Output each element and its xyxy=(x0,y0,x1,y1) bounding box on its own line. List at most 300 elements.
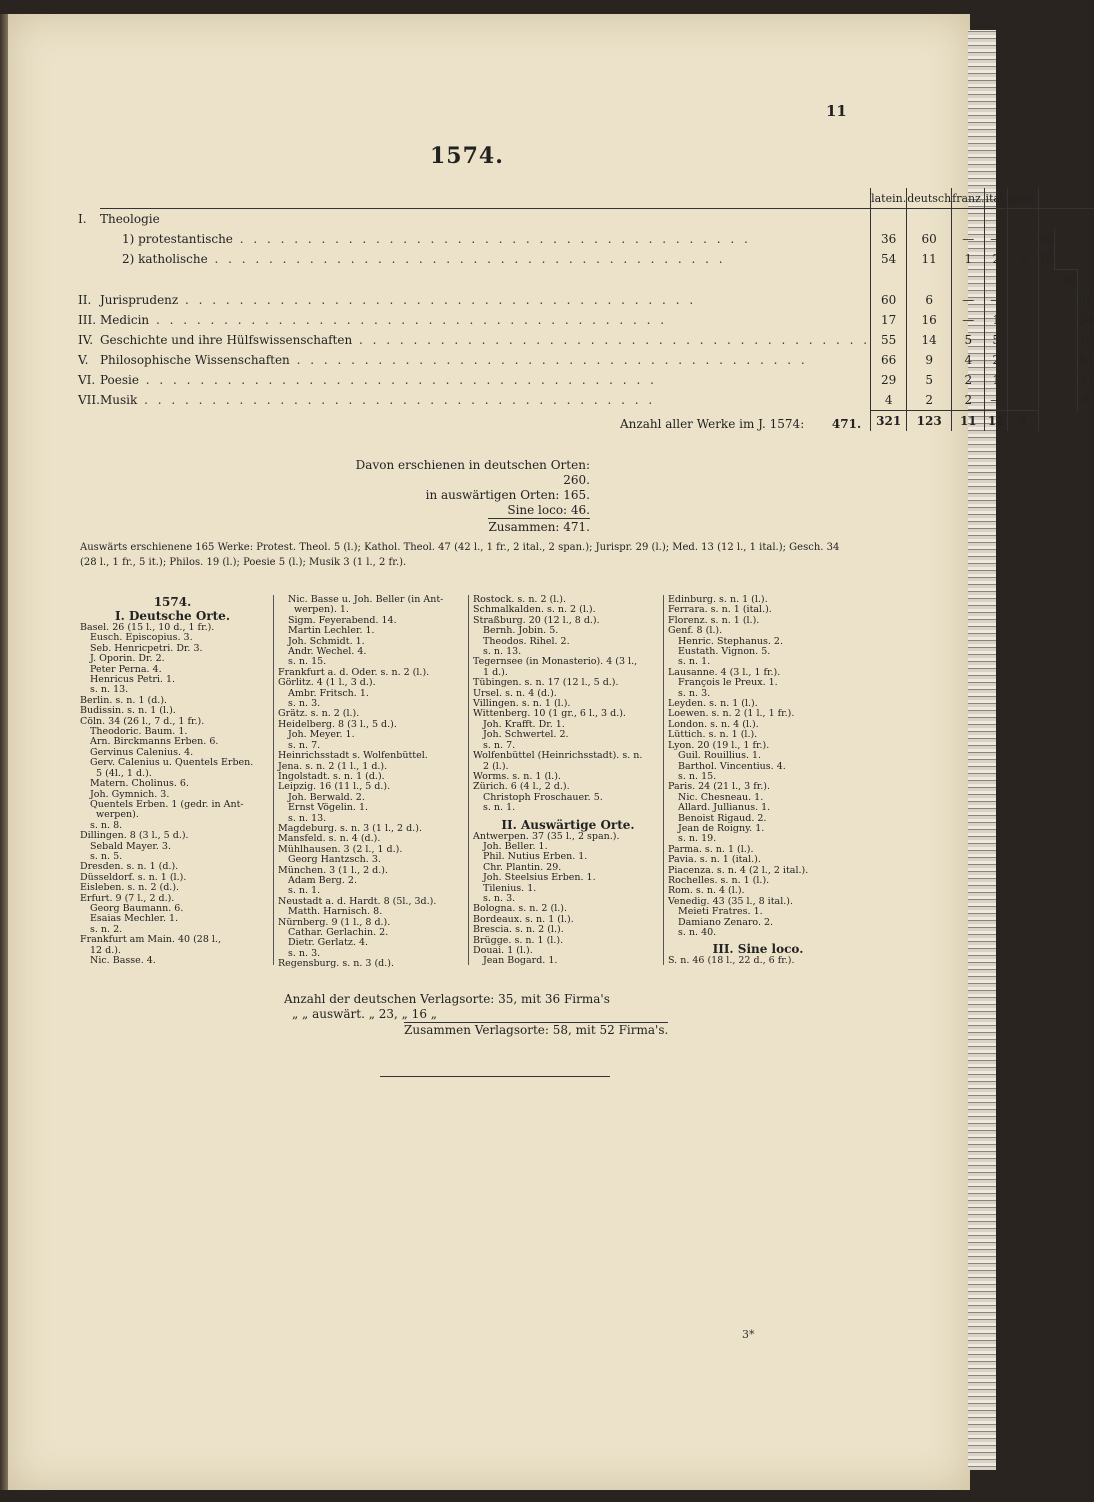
list-item: s. n. 15. xyxy=(678,770,717,782)
list-item: Antwerpen. 37 (35 l., 2 span.). xyxy=(473,830,620,842)
table-row xyxy=(78,290,1094,310)
list-item: Theodoric. Baum. 1. xyxy=(90,726,188,738)
list-item: Adam Berg. 2. xyxy=(288,874,357,886)
list-item: Georg Baumann. 6. xyxy=(90,902,184,914)
leader-dots: . . . . . . . . . . . . . . . . . . . . . . . . . . . . . . . . . . . . . . xyxy=(352,333,871,347)
list-item: Arn. Birckmanns Erben. 6. xyxy=(90,736,219,748)
list-item: s. n. 1. xyxy=(678,656,711,668)
list-item: s. n. 1. xyxy=(288,885,321,897)
list-item: Berlin. s. n. 1 (d.). xyxy=(80,694,168,706)
cell-value xyxy=(1007,270,1038,291)
leader-dots: . . . . . . . . . . . . . . . . . . . . . . . . . . . . . . . . . . . . . . xyxy=(207,252,726,267)
col-header-latin: latein. xyxy=(871,188,907,209)
summary-german: Davon erschienen in deutschen Orten: 260. xyxy=(355,458,590,487)
closing-rule xyxy=(380,1076,610,1077)
cell-value: 1 xyxy=(985,370,1008,390)
table-row xyxy=(78,350,1094,370)
list-item: Allard. Jullianus. 1. xyxy=(678,802,771,814)
leader-dots: . . . . . . . . . . . . . . . . . . . . . . . . . . . . . . . . . . . . . . xyxy=(149,313,668,327)
subtotal-2 xyxy=(1055,330,1078,350)
list-item: Andr. Wechel. 4. xyxy=(288,646,367,658)
column-1 xyxy=(80,595,265,966)
subtotal-2 xyxy=(1055,390,1078,411)
cell-value xyxy=(985,209,1008,230)
page-title-year: 1574. xyxy=(430,143,504,169)
list-item: Basel. 26 (15 l., 10 d., 1 fr.). xyxy=(80,622,215,633)
section-heading: 1574. xyxy=(153,595,192,609)
list-item: s. n. 19. xyxy=(678,833,717,845)
list-item: Joh. Meyer. 1. xyxy=(288,729,355,741)
row-total xyxy=(1078,270,1094,291)
list-item: Tübingen. s. n. 17 (12 l., 5 d.). xyxy=(473,677,619,689)
list-item: Görlitz. 4 (1 l., 3 d.). xyxy=(278,677,376,689)
subtotal-1 xyxy=(1038,370,1054,390)
cell-value xyxy=(907,209,952,230)
list-item: Heinrichsstadt s. Wolfenbüttel. xyxy=(278,750,428,762)
cell-value: 60 xyxy=(907,229,952,249)
list-item: Henric. Stephanus. 2. xyxy=(678,635,783,647)
list-item: Matth. Harnisch. 8. xyxy=(288,906,383,918)
row-total xyxy=(1078,249,1094,270)
list-item: Pavia. s. n. 1 (ital.). xyxy=(668,854,761,866)
list-item: Joh. Schwertel. 2. xyxy=(483,729,569,741)
list-item: Douai. 1 (l.). xyxy=(473,945,533,956)
list-item: Lyon. 20 (19 l., 1 fr.). xyxy=(668,739,770,751)
cell-value: 55 xyxy=(871,330,907,350)
list-item: s. n. 7. xyxy=(288,739,321,751)
list-item: Worms. s. n. 1 (l.). xyxy=(473,770,561,782)
list-item: Ernst Vögelin. 1. xyxy=(288,802,369,814)
cell-value: — xyxy=(1007,330,1038,350)
list-item: Benoist Rigaud. 2. xyxy=(678,812,767,824)
section-heading: III. Sine loco. xyxy=(712,942,804,957)
subtotal-1 xyxy=(1038,270,1054,291)
list-item: Joh. Berwald. 2. xyxy=(288,791,365,803)
cell-value: — xyxy=(952,290,985,310)
list-item: Erfurt. 9 (7 l., 2 d.). xyxy=(80,892,175,904)
row-label xyxy=(100,310,871,330)
list-item: Peter Perna. 4. xyxy=(90,663,162,675)
list-item: Nic. Basse u. Joh. Beller (in Ant- xyxy=(288,594,444,605)
total-latin: 321 xyxy=(871,411,907,432)
row-label-text: 1) protestantische xyxy=(121,232,233,246)
row-label xyxy=(100,229,871,249)
cell-value: — xyxy=(985,290,1008,310)
list-item: s. n. 13. xyxy=(288,812,327,824)
summary-sine-loco: Sine loco: 46. xyxy=(507,503,590,517)
cell-value: 1 xyxy=(985,310,1008,330)
row-label xyxy=(100,249,871,270)
list-item: Joh. Schmidt. 1. xyxy=(288,635,365,647)
row-total xyxy=(1078,209,1094,230)
list-item: Wolfenbüttel (Heinrichsstadt). s. n. xyxy=(473,750,643,762)
list-item: Nic. Basse. 4. xyxy=(90,955,156,966)
subtotal-1 xyxy=(1038,350,1054,370)
list-item: 5 (4l., 1 d.). xyxy=(96,767,152,779)
list-item: Dietr. Gerlatz. 4. xyxy=(288,937,369,949)
list-item: s. n. 7. xyxy=(483,739,516,751)
cell-value: 17 xyxy=(871,310,907,330)
list-item: 12 d.). xyxy=(90,944,121,956)
row-label xyxy=(100,270,871,291)
list-item: Dillingen. 8 (3 l., 5 d.). xyxy=(80,830,189,842)
list-item: Parma. s. n. 1 (l.). xyxy=(668,843,754,855)
total-works-value: 471. xyxy=(831,417,862,431)
list-item: Brügge. s. n. 1 (l.). xyxy=(473,934,564,946)
list-item: s. n. 3. xyxy=(483,892,516,904)
row-label-text: Theologie xyxy=(99,212,160,226)
row-number: II. xyxy=(78,293,92,307)
list-item: Lausanne. 4 (3 l., 1 fr.). xyxy=(668,666,781,678)
table-row xyxy=(78,209,1094,230)
list-item: S. n. 46 (18 l., 22 d., 6 fr.). xyxy=(668,955,795,967)
list-item: Dresden. s. n. 1 (d.). xyxy=(80,861,179,873)
subtotal-1 xyxy=(1038,290,1054,310)
list-item: Cöln. 34 (26 l., 7 d., 1 fr.). xyxy=(80,715,205,727)
cell-value: 5 xyxy=(952,330,985,350)
row-total: 37 xyxy=(1078,370,1094,390)
cell-value xyxy=(952,209,985,230)
list-item: Paris. 24 (21 l., 3 fr.). xyxy=(668,781,770,793)
list-item: Villingen. s. n. 1 (l.). xyxy=(473,698,571,710)
summary-foreign: in auswärtigen Orten: 165. xyxy=(425,488,590,502)
list-item: Eustath. Vignon. 5. xyxy=(678,646,771,658)
list-item: Meieti Fratres. 1. xyxy=(678,906,763,918)
table-row xyxy=(78,330,1094,350)
list-item: Martin Lechler. 1. xyxy=(288,625,375,637)
row-number xyxy=(78,270,100,291)
table-row xyxy=(78,390,1094,411)
list-item: Matern. Cholinus. 6. xyxy=(90,778,189,790)
list-item: Straßburg. 20 (12 l., 8 d.). xyxy=(473,614,600,626)
row-label xyxy=(100,290,871,310)
subtotal-2 xyxy=(1055,249,1078,270)
cell-value: 54 xyxy=(871,249,907,270)
row-number: V. xyxy=(78,353,89,367)
list-item: Theodos. Rihel. 2. xyxy=(483,635,570,647)
row-total: 34 xyxy=(1078,310,1094,330)
table-row xyxy=(78,270,1094,291)
list-item: Magdeburg. s. n. 3 (1 l., 2 d.). xyxy=(278,822,422,834)
cell-value: 2 xyxy=(907,390,952,411)
list-item: Brescia. s. n. 2 (l.). xyxy=(473,924,564,936)
list-item: Sebald Mayer. 3. xyxy=(90,840,171,852)
list-item: Regensburg. s. n. 3 (d.). xyxy=(278,958,395,970)
list-item: Eisleben. s. n. 2 (d.). xyxy=(80,882,180,894)
cell-value xyxy=(871,209,907,230)
list-item: London. s. n. 4 (l.). xyxy=(668,718,759,730)
row-label xyxy=(100,390,871,411)
row-number xyxy=(78,229,100,249)
list-item: Georg Hantzsch. 3. xyxy=(288,854,381,866)
list-item: Rostock. s. n. 2 (l.). xyxy=(473,594,567,605)
list-item: Barthol. Vincentius. 4. xyxy=(678,760,786,772)
statistics-table xyxy=(78,188,1094,431)
list-item: Venedig. 43 (35 l., 8 ital.). xyxy=(668,895,793,907)
cell-value: 4 xyxy=(952,350,985,370)
row-label-text: Poesie xyxy=(99,373,139,387)
list-item: Ferrara. s. n. 1 (ital.). xyxy=(668,604,772,616)
cell-value xyxy=(907,270,952,291)
total-works-line xyxy=(620,417,861,431)
list-item: s. n. 15. xyxy=(288,656,327,668)
list-item: Heidelberg. 8 (3 l., 5 d.). xyxy=(278,718,397,730)
row-label-text: Jurisprudenz xyxy=(99,293,179,307)
summary-total: Zusammen: 471. xyxy=(488,520,590,534)
subtotal-1 xyxy=(1038,390,1054,411)
cell-value: 14 xyxy=(907,330,952,350)
cell-value: 6 xyxy=(907,290,952,310)
table-row xyxy=(78,229,1094,249)
list-item: Piacenza. s. n. 4 (2 l., 2 ital.). xyxy=(668,864,809,876)
row-total: 79 xyxy=(1078,330,1094,350)
list-item: Christoph Froschauer. 5. xyxy=(483,791,603,803)
totals-row xyxy=(78,411,1094,432)
cell-value: 36 xyxy=(871,229,907,249)
row-number: I. xyxy=(78,211,87,226)
count-total: Zusammen Verlagsorte: 58, mit 52 Firma's. xyxy=(404,1023,669,1037)
list-item: François le Preux. 1. xyxy=(678,677,778,689)
col-header-german: deutsch xyxy=(907,188,952,209)
list-item: J. Oporin. Dr. 2. xyxy=(90,653,165,665)
cell-value: 2 xyxy=(985,249,1008,270)
list-item: Loewen. s. n. 2 (1 l., 1 fr.). xyxy=(668,708,795,720)
subtotal-1 xyxy=(1038,330,1054,350)
list-item: s. n. 13. xyxy=(90,684,129,696)
list-item: München. 3 (1 l., 2 d.). xyxy=(278,864,389,876)
list-item: Tilenius. 1. xyxy=(483,882,537,894)
subtotal-2 xyxy=(1055,229,1078,249)
cell-value: 2 xyxy=(952,370,985,390)
subtotal-2 xyxy=(1055,209,1078,230)
cell-value: 16 xyxy=(907,310,952,330)
row-label xyxy=(100,209,871,230)
list-item: Edinburg. s. n. 1 (l.). xyxy=(668,594,768,605)
list-item: s. n. 40. xyxy=(678,927,717,938)
list-item: Jean Bogard. 1. xyxy=(483,955,558,967)
subtotal-1 xyxy=(1038,209,1054,230)
list-item: Sigm. Feyerabend. 14. xyxy=(288,614,397,626)
list-item: Bordeaux. s. n. 1 (l.). xyxy=(473,913,574,925)
row-label-text: 2) katholische xyxy=(121,252,208,267)
col-header-french: franz. xyxy=(952,188,985,209)
list-item: Frankfurt a. d. Oder. s. n. 2 (l.). xyxy=(278,666,430,678)
list-item: Budissin. s. n. 1 (l.). xyxy=(80,705,176,717)
cell-value: 2 xyxy=(1007,249,1038,270)
total-italian: 11 xyxy=(985,411,1008,432)
cell-value: — xyxy=(1007,290,1038,310)
list-item: Mühlhausen. 3 (2 l., 1 d.). xyxy=(278,843,403,855)
list-item: Gervinus Calenius. 4. xyxy=(90,746,194,758)
list-item: Esaias Mechler. 1. xyxy=(90,913,179,925)
subtotal-2 xyxy=(1055,370,1078,390)
cell-value: — xyxy=(985,390,1008,411)
list-item: Chr. Plantin. 29. xyxy=(483,861,562,873)
row-number: VII. xyxy=(78,393,100,408)
list-item: Jena. s. n. 2 (1 l., 1 d.). xyxy=(278,760,388,772)
list-item: s. n. 13. xyxy=(483,646,522,658)
list-item: Seb. Henricpetri. Dr. 3. xyxy=(90,642,203,654)
publisher-count-block xyxy=(284,992,668,1038)
count-foreign: „ „ auswärt. „ 23, „ 16 „ xyxy=(292,1007,437,1021)
list-item: Leipzig. 16 (11 l., 5 d.). xyxy=(278,781,391,793)
summary-block xyxy=(330,458,590,535)
list-item: Ursel. s. n. 4 (d.). xyxy=(473,687,557,699)
cell-value: 4 xyxy=(871,390,907,411)
row-number: III. xyxy=(78,313,97,327)
list-item: Genf. 8 (l.). xyxy=(668,625,723,637)
list-item: Gerv. Calenius u. Quentels Erben. xyxy=(90,757,254,769)
list-item: Bologna. s. n. 2 (l.). xyxy=(473,903,567,915)
list-item: Mansfeld. s. n. 4 (d.). xyxy=(278,833,381,845)
list-item: Ambr. Fritsch. 1. xyxy=(288,687,369,699)
table-row xyxy=(78,249,1094,270)
list-item: Joh. Beller. 1. xyxy=(483,840,548,852)
row-number: VI. xyxy=(78,373,96,387)
cell-value: — xyxy=(985,229,1008,249)
table-header-row xyxy=(78,188,1094,209)
list-item: werpen). 1. xyxy=(294,604,349,616)
row-number: IV. xyxy=(78,333,94,347)
list-item: Zürich. 6 (4 l., 2 d.). xyxy=(473,781,570,793)
cell-value: 5 xyxy=(907,370,952,390)
leader-dots: . . . . . . . . . . . . . . . . . . . . . . . . . . . . . . . . . . . . . . xyxy=(137,393,656,408)
column-4 xyxy=(663,595,848,965)
list-item: Neustadt a. d. Hardt. 8 (5l., 3d.). xyxy=(278,895,437,907)
list-item: Henricus Petri. 1. xyxy=(90,674,176,686)
list-item: Phil. Nutius Erben. 1. xyxy=(483,851,588,863)
row-label xyxy=(100,330,871,350)
row-label-text: Musik xyxy=(99,393,138,408)
list-item: Leyden. s. n. 1 (l.). xyxy=(668,698,758,710)
list-item: Joh. Steelsius Erben. 1. xyxy=(483,872,596,884)
list-item: werpen). xyxy=(96,809,139,821)
list-item: Wittenberg. 10 (1 gr., 6 l., 3 d.). xyxy=(473,708,626,720)
list-item: s. n. 2. xyxy=(90,923,123,935)
leader-dots: . . . . . . . . . . . . . . . . . . . . . . . . . . . . . . . . . . . . . . xyxy=(289,353,808,367)
cell-value: — xyxy=(952,229,985,249)
section-heading: I. Deutsche Orte. xyxy=(114,609,230,623)
cell-value: 1 xyxy=(952,249,985,270)
list-item: 2 (l.). xyxy=(483,760,509,772)
list-item: s. n. 1. xyxy=(483,802,516,814)
row-total: 81 xyxy=(1078,350,1094,370)
list-item: Bernh. Jobin. 5. xyxy=(483,625,559,637)
col-header-italian: ital. xyxy=(985,188,1008,209)
cell-value xyxy=(871,270,907,291)
row-label-text: Philosophische Wissenschaften xyxy=(99,353,290,367)
cell-value xyxy=(952,270,985,291)
list-item: Grätz. s. n. 2 (l.). xyxy=(278,708,360,720)
cell-value: 60 xyxy=(871,290,907,310)
column-3 xyxy=(468,595,663,965)
list-item: s. n. 3. xyxy=(288,947,321,959)
leader-dots: . . . . . . . . . . . . . . . . . . . . . . . . . . . . . . . . . . . . . . xyxy=(138,373,657,387)
list-item: Frankfurt am Main. 40 (28 l., xyxy=(80,934,221,946)
cell-value: 11 xyxy=(907,249,952,270)
row-label xyxy=(100,350,871,370)
list-item: Florenz. s. n. 1 (l.). xyxy=(668,614,760,626)
list-item: 1 d.). xyxy=(483,666,508,678)
list-item: s. n. 3. xyxy=(288,698,321,710)
subtotal-2 xyxy=(1055,310,1078,330)
list-item: Nic. Chesneau. 1. xyxy=(678,791,764,803)
cell-value: — xyxy=(1007,310,1038,330)
row-total xyxy=(1078,229,1094,249)
list-item: Rochelles. s. n. 1 (l.). xyxy=(668,874,770,886)
cell-value: 66 xyxy=(871,350,907,370)
cell-value xyxy=(985,270,1008,291)
cell-value: 2 xyxy=(985,350,1008,370)
list-item: s. n. 3. xyxy=(678,687,711,699)
list-item: Joh. Gymnich. 3. xyxy=(90,788,170,800)
cell-value: 29 xyxy=(871,370,907,390)
list-item: Joh. Krafft. Dr. 1. xyxy=(483,718,565,730)
list-item: Guil. Rouillius. 1. xyxy=(678,750,762,762)
cell-value: — xyxy=(1007,370,1038,390)
row-label-text: Medicin xyxy=(99,313,150,327)
row-total: 8 xyxy=(1078,390,1094,411)
cell-value: — xyxy=(1007,390,1038,411)
subtotal-1 xyxy=(1038,310,1054,330)
list-item: Damiano Zenaro. 2. xyxy=(678,916,774,928)
cell-value: — xyxy=(952,310,985,330)
list-item: Jean de Roigny. 1. xyxy=(678,822,765,834)
table-row xyxy=(78,370,1094,390)
cell-value: 2 xyxy=(952,390,985,411)
list-item: Cathar. Gerlachin. 2. xyxy=(288,927,389,938)
subtotal-2 xyxy=(1055,290,1078,310)
section-heading: II. Auswärtige Orte. xyxy=(501,817,635,832)
list-item: Tegernsee (in Monasterio). 4 (3 l., xyxy=(473,656,638,668)
list-item: Lüttich. s. n. 1 (l.). xyxy=(668,729,758,741)
list-item: s. n. 5. xyxy=(90,850,123,862)
table-row xyxy=(78,310,1094,330)
total-french: 11 xyxy=(952,411,985,432)
subtotal-2 xyxy=(1055,350,1078,370)
leader-dots: . . . . . . . . . . . . . . . . . . . . . . . . . . . . . . . . . . . . . . xyxy=(178,293,697,307)
list-item: Rom. s. n. 4 (l.). xyxy=(668,885,745,897)
printer-signature: 3* xyxy=(742,1328,755,1341)
total-german: 123 xyxy=(907,411,952,432)
list-item: Eusch. Episcopius. 3. xyxy=(90,632,193,644)
subtotal-1: 70 xyxy=(1038,249,1054,270)
leader-dots: . . . . . . . . . . . . . . . . . . . . . . . . . . . . . . . . . . . . . . xyxy=(232,232,751,246)
subtotal-2: 166 xyxy=(1055,270,1078,291)
list-item: s. n. 8. xyxy=(90,819,123,831)
total-spanish: 2 xyxy=(1007,411,1038,432)
row-number xyxy=(78,249,100,270)
foreign-works-paragraph: Auswärts erschienene 165 Werke: Protest. Theol. 5 (l.); Kathol. Theol. 47 (42 l., 1 fr., 2 ital., 2 span.); Jurispr. 29 (l.); Med. 13 (12 l., 1 ital.); Gesch. 34 (28 l., 1 fr., 5 it.); Philos. 19 (l.); Poesie 5 (l.); Musik 3 (1 l., 2 fr.). xyxy=(80,542,840,568)
cell-value: — xyxy=(1007,350,1038,370)
cell-value: 9 xyxy=(907,350,952,370)
list-item: Ingolstadt. s. n. 1 (d.). xyxy=(278,770,385,782)
cell-value: 5 xyxy=(985,330,1008,350)
count-german: Anzahl der deutschen Verlagsorte: 35, mit 36 Firma's xyxy=(284,992,610,1006)
row-total: 66 xyxy=(1078,290,1094,310)
cell-value xyxy=(1007,209,1038,230)
list-item: Quentels Erben. 1 (gedr. in Ant- xyxy=(90,798,244,810)
subtotal-1: 96 xyxy=(1038,229,1054,249)
column-2 xyxy=(273,594,468,970)
list-item: Schmalkalden. s. n. 2 (l.). xyxy=(473,604,596,616)
list-item: Düsseldorf. s. n. 1 (l.). xyxy=(80,871,187,883)
cell-value: — xyxy=(1007,229,1038,249)
row-label-text: Geschichte und ihre Hülfswissenschaften xyxy=(99,333,353,347)
page-number: 11 xyxy=(826,102,847,120)
list-item: Nürnberg. 9 (1 l., 8 d.). xyxy=(278,916,391,928)
row-label xyxy=(100,370,871,390)
